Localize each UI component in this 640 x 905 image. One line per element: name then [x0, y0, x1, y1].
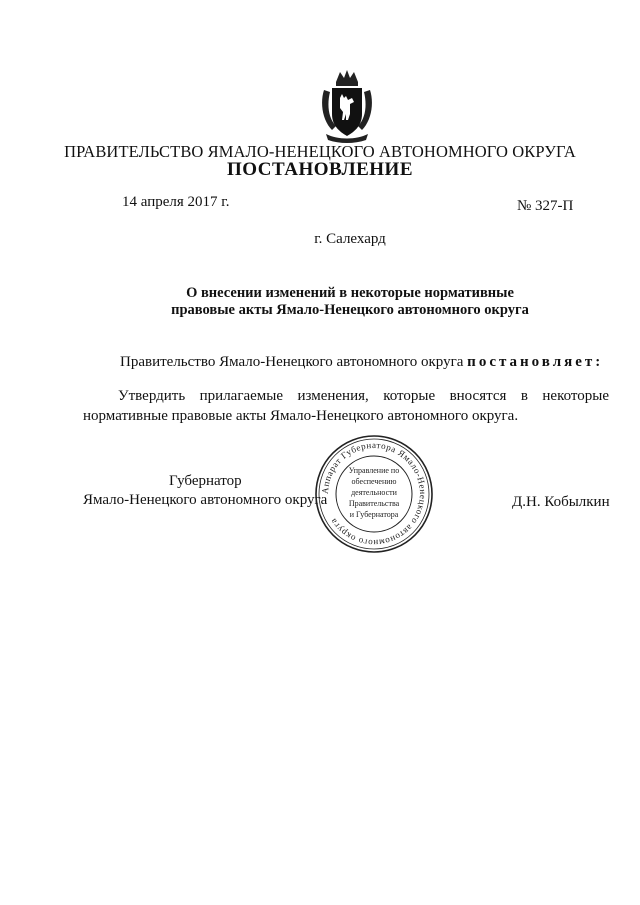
- official-stamp-icon: [312, 432, 436, 556]
- document-subject: [0, 285, 640, 319]
- stamp-inner-line: Правительства: [348, 499, 400, 508]
- intro-verb: постановляет:: [467, 354, 604, 370]
- stamp-outer-text: Аппарат Губернатора Ямало-Ненецкого автономного округа: [319, 439, 429, 549]
- subject-line-2: правовые акты Ямало-Ненецкого автономного округа: [171, 302, 529, 318]
- document-number: № 327-П: [517, 198, 574, 214]
- decree-paragraph-line-1: Утвердить прилагаемые изменения, которые вносятся в некоторые: [118, 388, 609, 404]
- signer-position-line-1: Губернатор: [169, 473, 242, 489]
- organization-title: ПРАВИТЕЛЬСТВО ЯМАЛО-НЕНЕЦКОГО АВТОНОМНОГО ОКРУГА: [64, 142, 576, 161]
- document-date: 14 апреля 2017 г.: [122, 194, 230, 210]
- document-city: г. Салехард: [314, 231, 386, 247]
- subject-line-1: О внесении изменений в некоторые нормативные: [186, 285, 514, 301]
- intro-text: Правительство Ямало-Ненецкого автономного округа: [120, 354, 464, 370]
- intro-paragraph: [120, 354, 603, 371]
- stamp-inner-line: Управление по: [348, 466, 400, 475]
- document-type-title: ПОСТАНОВЛЕНИЕ: [226, 159, 414, 180]
- stamp-inner-line: и Губернатора: [349, 510, 399, 519]
- signer-name: Д.Н. Кобылкин: [512, 494, 610, 510]
- stamp-inner-line: деятельности: [351, 488, 397, 497]
- coat-of-arms-icon: [318, 68, 376, 144]
- signer-position-line-2: Ямало-Ненецкого автономного округа: [83, 492, 328, 508]
- stamp-inner-line: обеспечению: [351, 477, 397, 486]
- decree-paragraph-line-2: нормативные правовые акты Ямало-Ненецкого автономного округа.: [83, 408, 519, 424]
